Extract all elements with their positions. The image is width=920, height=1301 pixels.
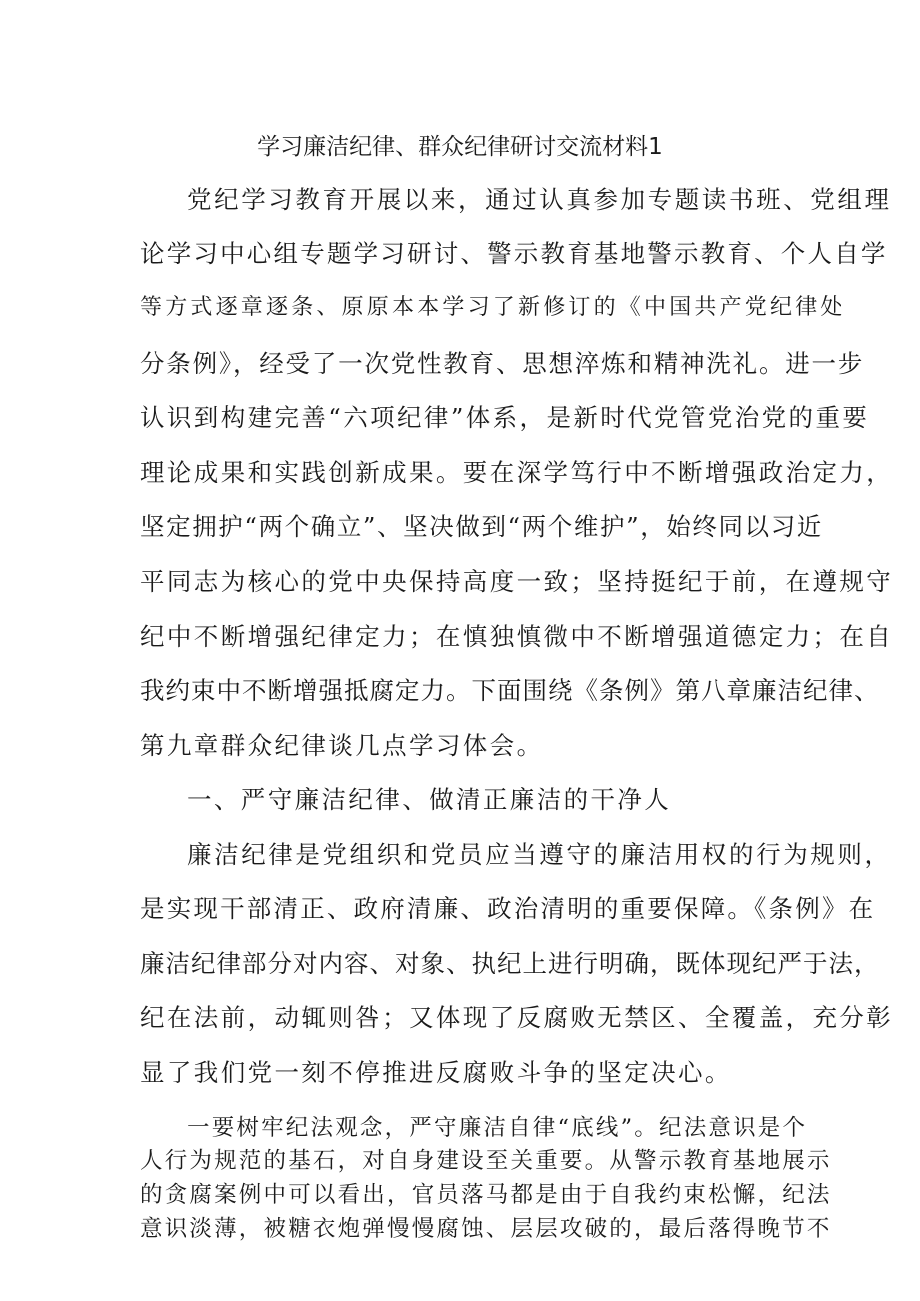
paragraph-line: 坚定拥护“两个确立”、坚决做到“两个维护”，始终同以习近 xyxy=(140,512,823,541)
paragraph-line: 第九章群众纪律谈几点学习体会。 xyxy=(140,731,544,760)
paragraph-line: 意识淡薄，被糖衣炮弹慢慢腐蚀、层层攻破的，最后落得晚节不 xyxy=(140,1216,832,1242)
paragraph-line: 人行为规范的基石，对自身建设至关重要。从警示教育基地展示 xyxy=(140,1148,832,1174)
document-title: 学习廉洁纪律、群众纪律研讨交流材料1 xyxy=(257,134,663,160)
paragraph-line: 我约束中不断增强抵腐定力。下面围绕《条例》第八章廉洁纪律、 xyxy=(140,676,880,705)
paragraph-line: 等方式逐章逐条、原原本本学习了新修订的《中国共产党纪律处 xyxy=(140,295,846,320)
paragraph-line: 纪在法前，动辄则咎；又体现了反腐败无禁区、全覆盖，充分彰 xyxy=(140,1003,894,1032)
paragraph-line: 一要树牢纪法观念，严守廉洁自律“底线”。纪法意识是个 xyxy=(187,1115,808,1141)
paragraph-line: 党纪学习教育开展以来，通过认真参加专题读书班、党组理 xyxy=(187,185,892,214)
section-heading: 一、严守廉洁纪律、做清正廉洁的干净人 xyxy=(187,785,672,814)
paragraph-line: 论学习中心组专题学习研讨、警示教育基地警示教育、个人自学 xyxy=(140,239,888,268)
paragraph-line: 平同志为核心的党中央保持高度一致；坚持挺纪于前，在遵规守 xyxy=(140,567,894,596)
paragraph-line: 分条例》，经受了一次党性教育、思想淬炼和精神洗礼。进一步 xyxy=(140,349,865,378)
paragraph-line: 显了我们党一刻不停推进反腐败斗争的坚定决心。 xyxy=(140,1058,732,1087)
paragraph-line: 廉洁纪律是党组织和党员应当遵守的廉洁用权的行为规则， xyxy=(187,840,892,869)
paragraph-line: 是实现干部清正、政府清廉、政治清明的重要保障。《条例》在 xyxy=(140,894,876,923)
paragraph-line: 纪中不断增强纪律定力；在慎独慎微中不断增强道德定力；在自 xyxy=(140,622,894,651)
paragraph-line: 的贪腐案例中可以看出，官员落马都是由于自我约束松懈，纪法 xyxy=(140,1182,832,1208)
paragraph-line: 理论成果和实践创新成果。要在深学笃行中不断增强政治定力， xyxy=(140,458,894,487)
paragraph-line: 认识到构建完善“六项纪律”体系，是新时代党管党治党的重要 xyxy=(140,403,870,432)
paragraph-line: 廉洁纪律部分对内容、对象、执纪上进行明确，既体现纪严于法， xyxy=(140,949,880,978)
